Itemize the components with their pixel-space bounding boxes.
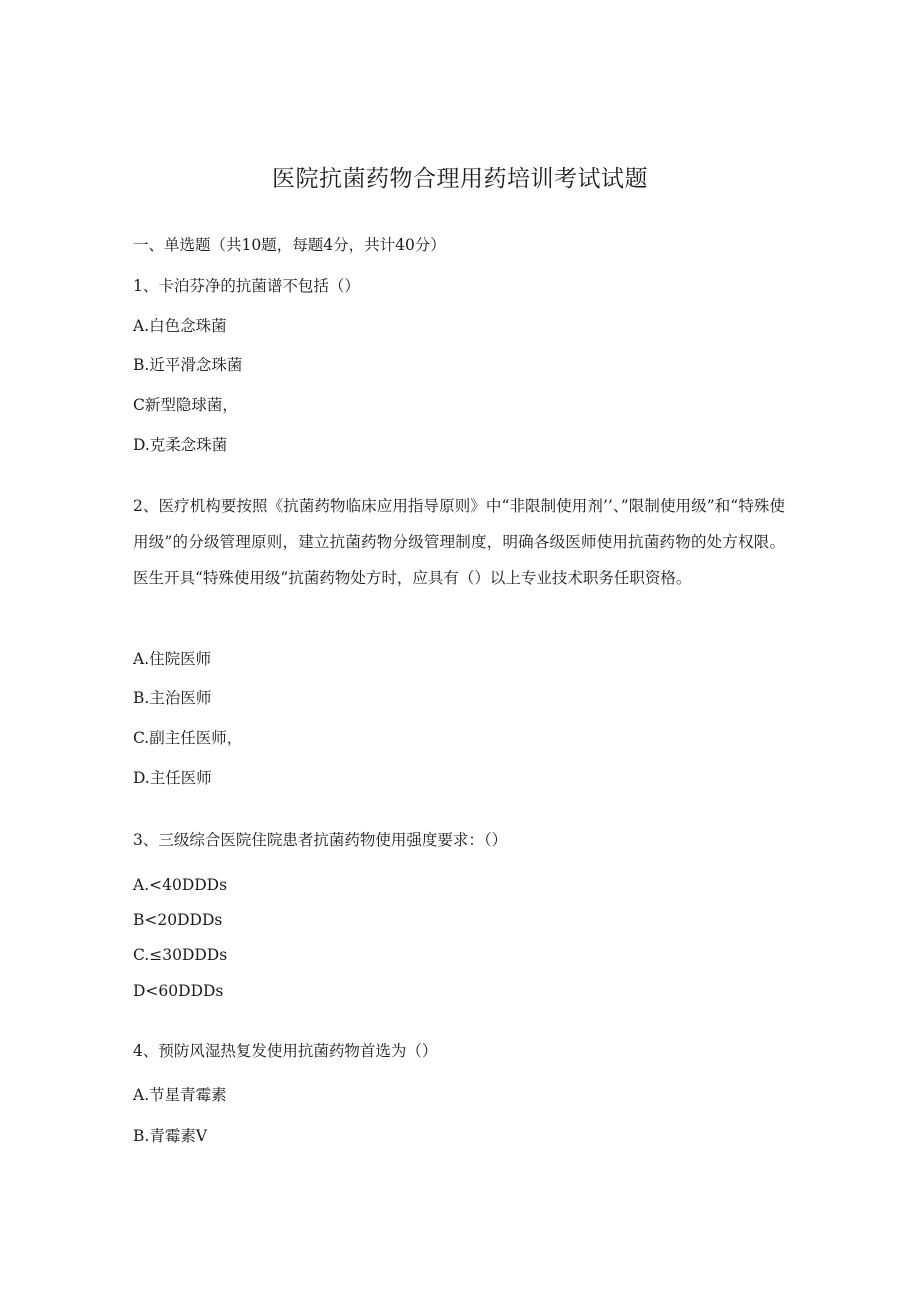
question-stem: 2、医疗机构要按照《抗菌药物临床应用指导原则》中“非限制使用剂’’、”限制使用级”和“特殊使用级”的分级管理原则，建立抗菌药物分级管理制度，明确各级医师使用抗菌药物的处方权限。医生开具“特殊使用级”抗菌药物处方时，应具有（）以上专业技术职务任职资格。 [133,497,785,587]
page-title: 医院抗菌药物合理用药培训考试试题 [272,166,648,192]
question-option: B<20DDDs [133,911,223,929]
question-option: D.主任医师 [133,769,212,787]
question-option: C.副主任医师， [133,729,243,747]
question-option: D.克柔念珠菌 [133,436,228,454]
question-stem: 1、卡泊芬净的抗菌谱不包括（） [133,277,360,295]
section-heading: 一、单选题（共10题，每题4分，共计40分） [133,236,446,254]
question-stem: 3、三级综合医院住院患者抗菌药物使用强度要求：（） [133,831,508,849]
question-option: C.≤30DDDs [133,946,228,964]
question-option: A.节星青霉素 [133,1086,227,1104]
question-option: A.白色念珠菌 [133,317,227,335]
question-option: B.青霉素V [133,1127,208,1145]
question-option: B.近平滑念珠菌 [133,356,243,374]
question-option: A.<40DDDs [133,876,228,894]
question-option: C新型隐球菌， [133,396,238,414]
question-option: B.主治医师 [133,689,212,707]
question-stem: 4、预防风湿热复发使用抗菌药物首选为（） [133,1042,438,1060]
question-option: D<60DDDs [133,982,224,1000]
question-option: A.住院医师 [133,650,212,668]
